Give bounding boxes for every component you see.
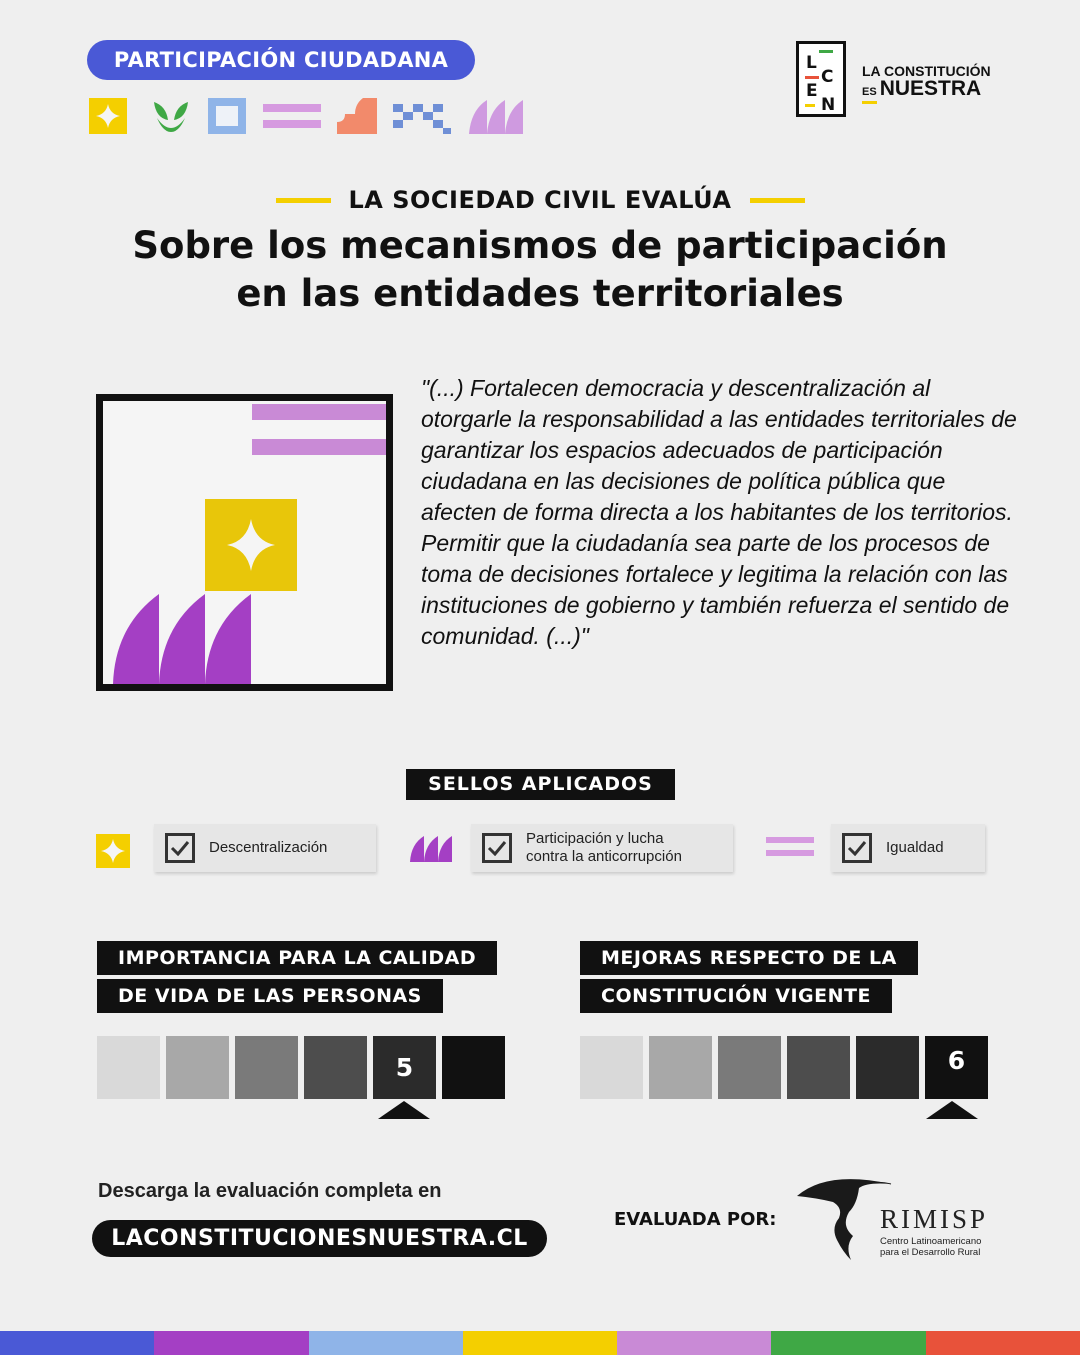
scale-cell-6: 6 (925, 1036, 988, 1099)
scale-cell-5: 5 (373, 1036, 436, 1099)
equal-icon (766, 837, 814, 857)
evaluated-by-label: EVALUADA POR: (614, 1209, 777, 1230)
scale-cell-5 (856, 1036, 919, 1099)
improvement-pointer (926, 1101, 978, 1119)
color-bar-lavender (617, 1331, 771, 1355)
logo-es: ES (862, 83, 877, 104)
scale-cell-3 (235, 1036, 298, 1099)
stamp-label: Igualdad (886, 839, 944, 856)
color-bar-yellow (463, 1331, 617, 1355)
equal-icon (263, 104, 321, 128)
stamp-label-line1: Participación y lucha (526, 830, 664, 847)
improvement-scale (580, 1036, 988, 1099)
icon-row (87, 96, 607, 136)
svg-text:C: C (821, 67, 834, 87)
scale-cell-2 (166, 1036, 229, 1099)
rimisp-map-icon (797, 1174, 893, 1262)
org-subtitle (880, 1236, 981, 1258)
waves-icon (410, 836, 452, 862)
stamp-igualdad (831, 824, 985, 872)
steps-icon (337, 98, 377, 134)
importance-scale (97, 1036, 505, 1099)
stamp-participacion (471, 824, 733, 872)
scale-cell-1 (580, 1036, 643, 1099)
topic-pill: PARTICIPACIÓN CIUDADANA (87, 40, 475, 80)
download-text: Descarga la evaluación completa en (98, 1180, 442, 1202)
importance-pointer (378, 1101, 430, 1119)
checkbox-icon (165, 833, 195, 863)
improvement-label-line2: CONSTITUCIÓN VIGENTE (580, 979, 892, 1013)
kicker-line-right (750, 198, 805, 203)
title-line2: en las entidades territoriales (236, 272, 844, 315)
checker-icon (393, 104, 451, 134)
kicker-row (0, 186, 1080, 214)
improvement-label-line1: MEJORAS RESPECTO DE LA (580, 941, 918, 975)
stamps-title: SELLOS APLICADOS (406, 769, 675, 800)
waves-icon (113, 594, 251, 684)
checkbox-icon (482, 833, 512, 863)
color-bar-blue (0, 1331, 154, 1355)
color-bar (0, 1331, 1080, 1355)
stamp-label: Descentralización (209, 839, 328, 856)
kicker-line-left (276, 198, 331, 203)
decorative-icons (87, 96, 607, 136)
color-bar-light-blue (309, 1331, 463, 1355)
logo-mark (796, 41, 846, 117)
stamp-label (526, 830, 682, 866)
svg-text:N: N (821, 95, 836, 114)
illustration (96, 394, 393, 691)
scale-cell-1 (97, 1036, 160, 1099)
checkbox-icon (842, 833, 872, 863)
org-subtitle-line1: Centro Latinoamericano (880, 1236, 982, 1247)
kicker: LA SOCIEDAD CIVIL EVALÚA (348, 186, 732, 214)
org-name: RIMISP (880, 1204, 989, 1234)
scale-cell-2 (649, 1036, 712, 1099)
color-bar-red (926, 1331, 1080, 1355)
star-icon (96, 834, 130, 868)
logo-line2: NUESTRA (879, 77, 982, 100)
leaf-icon (154, 102, 188, 132)
scale-cell-4 (304, 1036, 367, 1099)
svg-text:E: E (806, 81, 818, 101)
scale-cell-4 (787, 1036, 850, 1099)
importance-label-line1: IMPORTANCIA PARA LA CALIDAD (97, 941, 497, 975)
logo-text (862, 62, 991, 104)
scale-cell-6 (442, 1036, 505, 1099)
org-subtitle-line2: para el Desarrollo Rural (880, 1247, 981, 1258)
waves-icon (469, 100, 523, 134)
stamp-label-line2: contra la anticorrupción (526, 848, 682, 865)
star-icon (89, 98, 127, 134)
scale-cell-3 (718, 1036, 781, 1099)
title-line1: Sobre los mecanismos de participación (132, 224, 948, 267)
stamp-decentralizacion (154, 824, 376, 872)
square-icon (208, 98, 246, 134)
svg-text:L: L (806, 53, 817, 73)
website-link[interactable]: LACONSTITUCIONESNUESTRA.CL (92, 1220, 547, 1257)
page-title (0, 222, 1080, 318)
color-bar-green (771, 1331, 925, 1355)
color-bar-purple (154, 1331, 308, 1355)
star-icon (205, 499, 297, 591)
logo-line1: LA CONSTITUCIÓN (862, 63, 991, 79)
quote-text: "(...) Fortalecen democracia y descentralización al otorgarle la responsabilidad a las entidades territoriales de garantizar los espacios adecuados de participación ciudadana en las decisiones de política pública que afecten de forma directa a los habitantes de los territorios. Permitir que la ciudadanía sea parte de los procesos de toma de decisiones fortalece y legitima la relación con las instituciones de gobierno y también refuerza el sentido de comunidad. (...)" (421, 375, 1017, 649)
importance-label-line2: DE VIDA DE LAS PERSONAS (97, 979, 443, 1013)
